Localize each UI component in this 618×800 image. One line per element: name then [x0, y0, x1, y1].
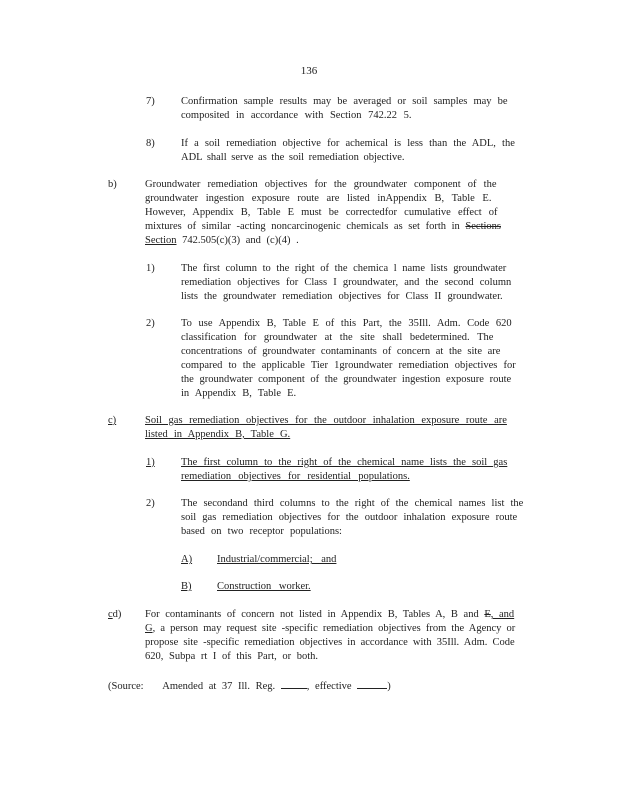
- item-8-text: [181, 137, 516, 165]
- deleted-sections-text: Sections: [465, 221, 501, 232]
- item-c2-label: 2): [146, 498, 155, 509]
- inserted-g-text: G: [145, 623, 153, 634]
- item-b2-line-6: in Appendix B, Table E.: [181, 388, 297, 399]
- item-cB-label: B): [181, 581, 192, 592]
- item-c2-line-1: The secondand third columns to the right of the chemical names list the: [181, 498, 524, 509]
- inserted-and-text: , and: [490, 609, 515, 620]
- item-8-label: 8): [146, 138, 155, 149]
- item-b1-line-3: lists the groundwater remediation objectives for Class II groundwater.: [181, 291, 503, 302]
- item-d-label-d: d): [112, 609, 122, 620]
- item-b1-label: 1): [146, 263, 155, 274]
- item-b-line-3: However, Appendix B, Table E must be correctedfor cumulative effect of: [145, 207, 498, 218]
- inserted-section-text: Section: [145, 235, 177, 246]
- item-b-label: b): [108, 179, 117, 190]
- item-d-line-2-text: , a person may request site -specific remediation objectives from the Agency or: [152, 623, 516, 634]
- item-d-line-4: 620, Subpa rt I of this Part, or both.: [145, 651, 319, 662]
- item-8-line-2: ADL shall serve as the soil remediation objective.: [181, 152, 405, 163]
- item-d-label: [108, 608, 121, 622]
- item-cB-text: Construction worker.: [217, 581, 311, 592]
- deleted-e-text: E: [484, 609, 491, 620]
- source-prefix: (Source:: [108, 681, 144, 692]
- item-b2-line-2: classification for groundwater at the site shall bedetermined. The: [181, 332, 494, 343]
- source-suffix: ): [387, 681, 391, 692]
- reg-blank: [281, 678, 307, 689]
- item-c1-line-2: remediation objectives for residential populations.: [181, 471, 410, 482]
- item-b2-line-5: the groundwater component of the groundwater ingestion exposure route: [181, 374, 512, 385]
- item-c1-line-1: The first column to the right of the chemical name lists the soil gas: [181, 457, 508, 468]
- item-d-line-1: [145, 608, 535, 622]
- item-b-text: [145, 178, 515, 248]
- item-b1-line-1: The first column to the right of the chemica l name lists groundwater: [181, 263, 507, 274]
- item-b2-text: [181, 317, 531, 401]
- item-b-line-5-text: 742.505(c)(3) and (c)(4) .: [176, 235, 299, 246]
- item-cA-text: Industrial/commercial; and: [217, 554, 337, 565]
- item-8-line-1: If a soil remediation objective for achemical is less than the ADL, the: [181, 138, 515, 149]
- item-b2-label: 2): [146, 318, 155, 329]
- source-mid: , effective: [306, 681, 352, 692]
- effective-blank: [357, 678, 387, 689]
- item-c-label: c): [108, 415, 117, 426]
- item-c-text: [145, 414, 515, 442]
- item-b-line-4-text: mixtures of similar -acting noncarcinogenic chemicals as set forth in: [145, 221, 466, 232]
- item-c2-line-3: based on two receptor populations:: [181, 526, 342, 537]
- item-cA-label: A): [181, 554, 193, 565]
- item-c-line-1: Soil gas remediation objectives for the outdoor inhalation exposure route are: [145, 415, 507, 426]
- item-d-line-3: propose site -specific remediation objectives in accordance with 35Ill. Adm. Code: [145, 637, 515, 648]
- item-b2-line-1: To use Appendix B, Table E of this Part, the 35Ill. Adm. Code 620: [181, 318, 512, 329]
- item-b2-line-3: concentrations of groundwater contaminants of concern at the site are: [181, 346, 501, 357]
- item-d-line-1-text: For contaminants of concern not listed in Appendix B, Tables A, B and: [145, 609, 485, 620]
- item-c2-line-2: soil gas remediation objectives for the outdoor inhalation exposure route: [181, 512, 518, 523]
- item-7-text: [181, 95, 516, 123]
- item-7-line-1: Confirmation sample results may be averaged or soil samples may be: [181, 96, 508, 107]
- item-b1-text: [181, 262, 516, 304]
- item-7-line-2: composited in accordance with Section 742.22 5.: [181, 110, 412, 121]
- item-b2-line-4: compared to the applicable Tier 1groundwater remediation objectives for: [181, 360, 516, 371]
- source-note: [108, 678, 391, 694]
- item-b-line-1: Groundwater remediation objectives for the groundwater component of the: [145, 179, 497, 190]
- item-c1-text: [181, 456, 516, 484]
- item-c2-text: [181, 497, 526, 539]
- item-c-line-2: listed in Appendix B, Table G.: [145, 429, 291, 440]
- item-d-line-2: [145, 622, 535, 636]
- item-7-label: 7): [146, 96, 155, 107]
- source-text: Amended at 37 Ill. Reg.: [162, 681, 276, 692]
- item-b-line-4: [145, 220, 515, 234]
- item-b-line-2: groundwater ingestion exposure route are listed inAppendix B, Table E.: [145, 193, 492, 204]
- item-c1-label: 1): [146, 457, 155, 468]
- item-d-label-c: c: [108, 609, 113, 620]
- item-d-text: [145, 608, 535, 664]
- item-b-line-5: [145, 234, 515, 248]
- item-b1-line-2: remediation objectives for Class I groundwater, and the second column: [181, 277, 512, 288]
- page-number: 136: [300, 65, 318, 77]
